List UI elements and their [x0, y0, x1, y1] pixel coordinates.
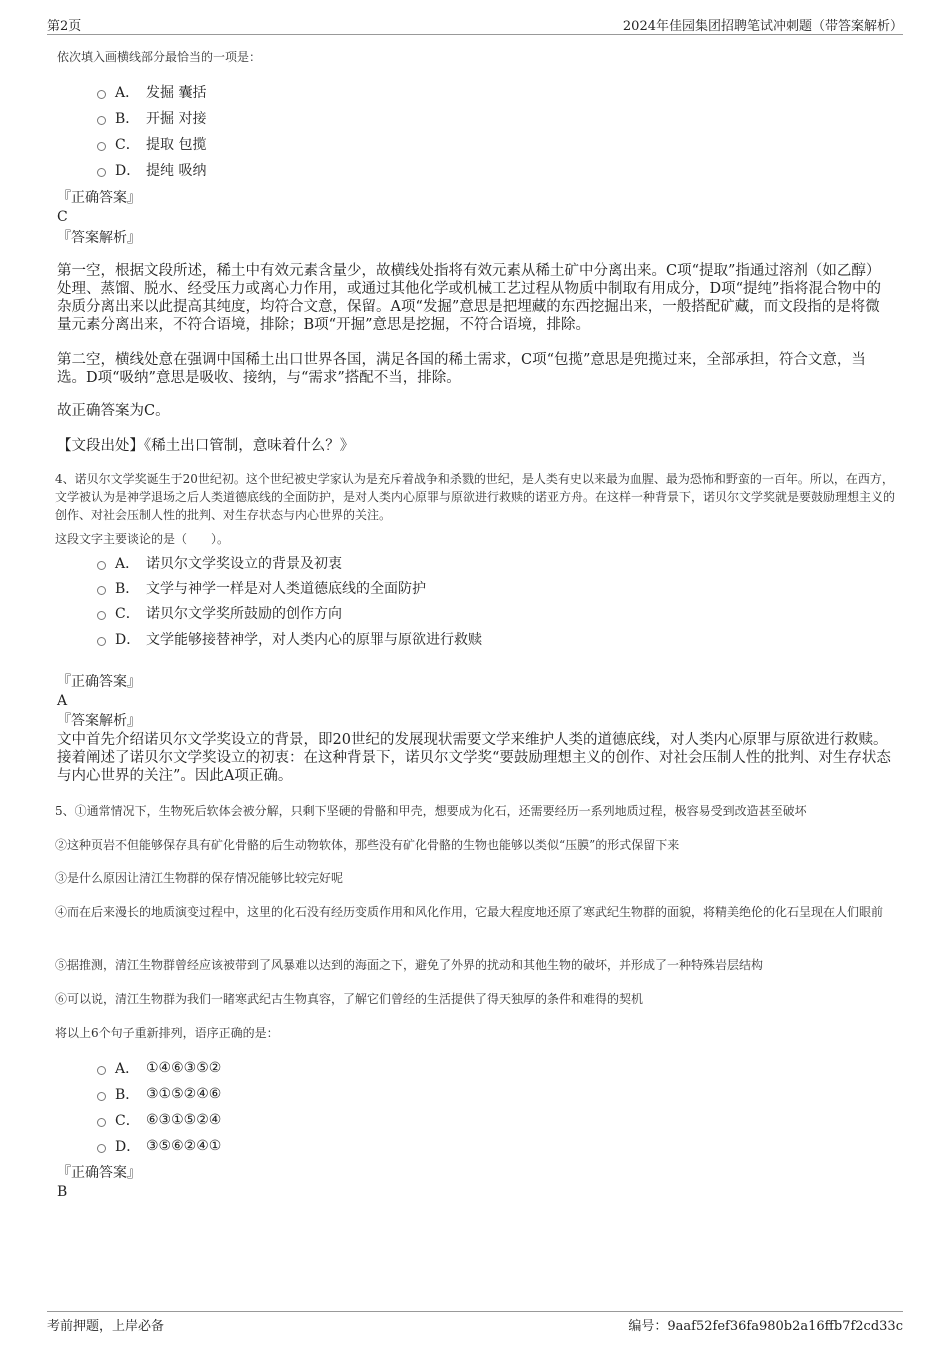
radio-icon[interactable]	[97, 561, 106, 570]
radio-icon[interactable]	[97, 586, 106, 595]
q5-option-d[interactable]: D． ③⑤⑥②④①	[97, 1136, 221, 1156]
document-title: 2024年佳园集团招聘笔试冲刺题（带答案解析）	[622, 19, 903, 34]
q5-sentence-1: 5、①通常情况下，生物死后软体会被分解，只剩下坚硬的骨骼和甲壳，想要成为化石，还需要经历一系列地质过程，极容易受到改造甚至破坏	[55, 804, 807, 818]
q5-sentence-6: ⑥可以说，清江生物群为我们一睹寒武纪古生物真容，了解它们曾经的生活提供了得天独厚的条件和难得的契机	[55, 992, 644, 1006]
radio-icon[interactable]	[97, 1092, 106, 1101]
radio-icon[interactable]	[97, 116, 106, 125]
radio-icon[interactable]	[97, 168, 106, 177]
document-id: 编号：9aaf52fef36fa980b2a16ffb7f2cd33c	[628, 1319, 903, 1334]
radio-icon[interactable]	[97, 142, 106, 151]
page-header	[47, 12, 903, 35]
q5-sentence-4: ④而在后来漫长的地质演变过程中，这里的化石没有经历变质作用和风化作用，它最大程度地还原了寒武纪生物群的面貌，将精美绝伦的化石呈现在人们眼前	[55, 905, 884, 919]
q5-prompt: 将以上6个句子重新排列，语序正确的是：	[55, 1026, 279, 1040]
q4-prompt: 这段文字主要谈论的是（ ）。	[55, 532, 230, 546]
q5-option-b[interactable]: B． ③①⑤②④⑥	[97, 1084, 221, 1104]
q3-option-c[interactable]: C． 提取 包揽	[97, 134, 206, 154]
radio-icon[interactable]	[97, 611, 106, 620]
q3-option-d[interactable]: D． 提纯 吸纳	[97, 160, 206, 180]
q5-answer: B	[57, 1184, 68, 1200]
page-number: 第2页	[47, 19, 82, 34]
radio-icon[interactable]	[97, 1066, 106, 1075]
radio-icon[interactable]	[97, 90, 106, 99]
q5-option-c[interactable]: C． ⑥③①⑤②④	[97, 1110, 221, 1130]
q4-option-a[interactable]: A． 诺贝尔文学奖设立的背景及初衷	[97, 553, 342, 573]
radio-icon[interactable]	[97, 1144, 106, 1153]
q3-source: 【文段出处】《稀土出口管制，意味着什么？》	[57, 438, 355, 454]
q3-answer-label: 『正确答案』	[57, 190, 141, 206]
footer-slogan: 考前押题，上岸必备	[47, 1319, 165, 1334]
q3-analysis-p3: 故正确答案为C。	[57, 403, 170, 419]
q3-answer: C	[57, 209, 68, 225]
q4-answer-label: 『正确答案』	[57, 674, 141, 690]
q4-option-c[interactable]: C． 诺贝尔文学奖所鼓励的创作方向	[97, 603, 342, 623]
q4-stem: 4、诺贝尔文学奖诞生于20世纪初。这个世纪被史学家认为是充斥着战争和杀戮的世纪，是人类有史以来最为血腥、最为恐怖和野蛮的一百年。所以，在西方，文学被认为是神学退场之后人类道德底线的全面防护，是对人类内心原罪与原欲进行救赎的诺亚方舟。在这样一种背景下，诺贝尔文学奖就是要鼓励理想主义的创作、对社会压制人性的批判、对生存状态与内心世界的关注。	[55, 472, 896, 522]
q3-option-b[interactable]: B． 开掘 对接	[97, 108, 206, 128]
q3-analysis-p1: 第一空，根据文段所述，稀土中有效元素含量少，故横线处指将有效元素从稀土矿中分离出来。C项“提取”指通过溶剂（如乙醇）处理、蒸馏、脱水、经受压力或离心力作用，或通过其他化学或机械工艺过程从物质中制取有用成分，D项“提纯”指将混合物中的杂质分离出来以此提高其纯度，均符合文意，保留。A项“发掘”意思是把埋藏的东西挖掘出来，一般搭配矿藏，而文段指的是将微量元素分离出来，不符合语境，排除；B项“开掘”意思是挖掘，不符合语境，排除。	[57, 263, 881, 333]
q3-analysis-label: 『答案解析』	[57, 230, 141, 246]
q4-option-d[interactable]: D． 文学能够接替神学，对人类内心的原罪与原欲进行救赎	[97, 629, 482, 649]
page-footer	[47, 1311, 903, 1334]
q3-option-a[interactable]: A． 发掘 囊括	[97, 82, 206, 102]
q4-analysis-label: 『答案解析』	[57, 713, 141, 729]
q5-sentence-5: ⑤据推测，清江生物群曾经应该被带到了风暴难以达到的海面之下，避免了外界的扰动和其他生物的破坏，并形成了一种特殊岩层结构	[55, 958, 764, 972]
q5-sentence-2: ②这种页岩不但能够保存具有矿化骨骼的后生动物软体，那些没有矿化骨骼的生物也能够以类似“压膜”的形式保留下来	[55, 838, 680, 852]
q5-option-a[interactable]: A． ①④⑥③⑤②	[97, 1058, 221, 1078]
q3-prompt: 依次填入画横线部分最恰当的一项是：	[57, 50, 262, 64]
q4-option-b[interactable]: B． 文学与神学一样是对人类道德底线的全面防护	[97, 578, 426, 598]
q4-analysis: 文中首先介绍诺贝尔文学奖设立的背景，即20世纪的发展现状需要文学来维护人类的道德底线，对人类内心原罪与原欲进行救赎。接着阐述了诺贝尔文学奖设立的初衷：在这种背景下，诺贝尔文学奖“要鼓励理想主义的创作、对社会压制人性的批判、对生存状态与内心世界的关注”。因此A项正确。	[57, 732, 891, 784]
q3-analysis-p2: 第二空，横线处意在强调中国稀土出口世界各国，满足各国的稀土需求，C项“包揽”意思是兜揽过来，全部承担，符合文意，当选。D项“吸纳”意思是吸收、接纳，与“需求”搭配不当，排除。	[57, 352, 866, 386]
q4-answer: A	[57, 693, 68, 709]
radio-icon[interactable]	[97, 1118, 106, 1127]
radio-icon[interactable]	[97, 637, 106, 646]
q5-sentence-3: ③是什么原因让清江生物群的保存情况能够比较完好呢	[55, 871, 344, 885]
q5-answer-label: 『正确答案』	[57, 1165, 141, 1181]
